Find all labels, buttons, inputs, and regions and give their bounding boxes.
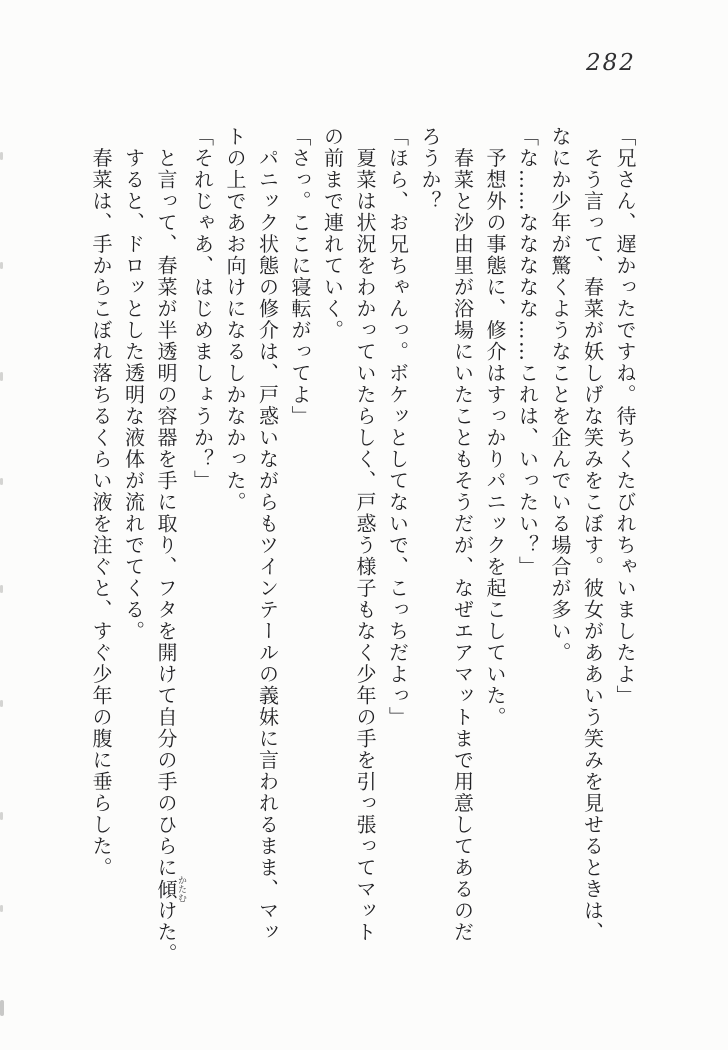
- text-line: ろうか？: [418, 126, 442, 212]
- text-line: トの上であお向けになるしかなかった。: [223, 126, 247, 513]
- scan-artifact: [0, 905, 3, 912]
- body-text: [85, 126, 642, 1006]
- text-line: 春菜は、手からこぼれ落ちるくらい液を注ぐと、すぐ少年の腹に垂らした。: [89, 126, 113, 879]
- text-line: 夏菜は状況をわかっていたらしく、戸惑う様子もなく少年の手を引っ張ってマット: [353, 126, 377, 943]
- scan-artifact: [0, 262, 3, 269]
- text-line: すると、ドロッとした透明な液体が流れでてくる。: [121, 126, 146, 642]
- text-line: 予想外の事態に、修介はすっかりパニックを起こしていた。: [483, 126, 507, 728]
- scan-artifact: [0, 1000, 4, 1016]
- text-line: 「な……ななななな……これは、いったい？」: [515, 126, 540, 578]
- scan-artifact: [0, 152, 3, 160]
- text-line: なにか少年が驚くようなことを企んでいる場合が多い。: [548, 126, 572, 664]
- scan-artifact: [0, 812, 3, 820]
- scan-artifact: [0, 585, 3, 593]
- scan-artifact: [0, 700, 3, 707]
- scan-artifact: [0, 478, 3, 485]
- ruby-base: 傾: [154, 875, 178, 903]
- text-line: そう言って、春菜が妖しげな笑みをこぼす。彼女がああいう笑みを見せるときは、: [580, 126, 605, 943]
- scan-artifact: [0, 372, 3, 381]
- text-line-with-ruby: [150, 126, 187, 1006]
- ruby-word: [154, 875, 186, 903]
- text-line: 「さっ。ここに寝転がってよ」: [288, 126, 312, 427]
- text-line: の前まで連れていく。: [320, 126, 345, 341]
- ruby-text: かたむ: [176, 875, 186, 903]
- page-number: 282: [586, 50, 636, 76]
- ruby-line-after: けた。: [154, 900, 178, 965]
- text-line: 「兄さん、遅かったですね。待ちくたびれちゃいましたよ」: [613, 126, 637, 707]
- text-line: パニック状態の修介は、戸惑いながらもツインテールの義妹に言われるまま、マッ: [255, 126, 280, 943]
- text-line: 「それじゃあ、はじめましょうか？」: [190, 126, 215, 492]
- text-line: 「ほら、お兄ちゃんっ。ボケッとしてないで、こっちだよっ」: [385, 126, 410, 728]
- ruby-line-before: と言って、春菜が半透明の容器を手に取り、フタを開けて自分の手のひらに: [154, 126, 178, 879]
- text-line: 春菜と沙由里が浴場にいたこともそうだが、なぜエアマットまで用意してあるのだ: [450, 126, 475, 943]
